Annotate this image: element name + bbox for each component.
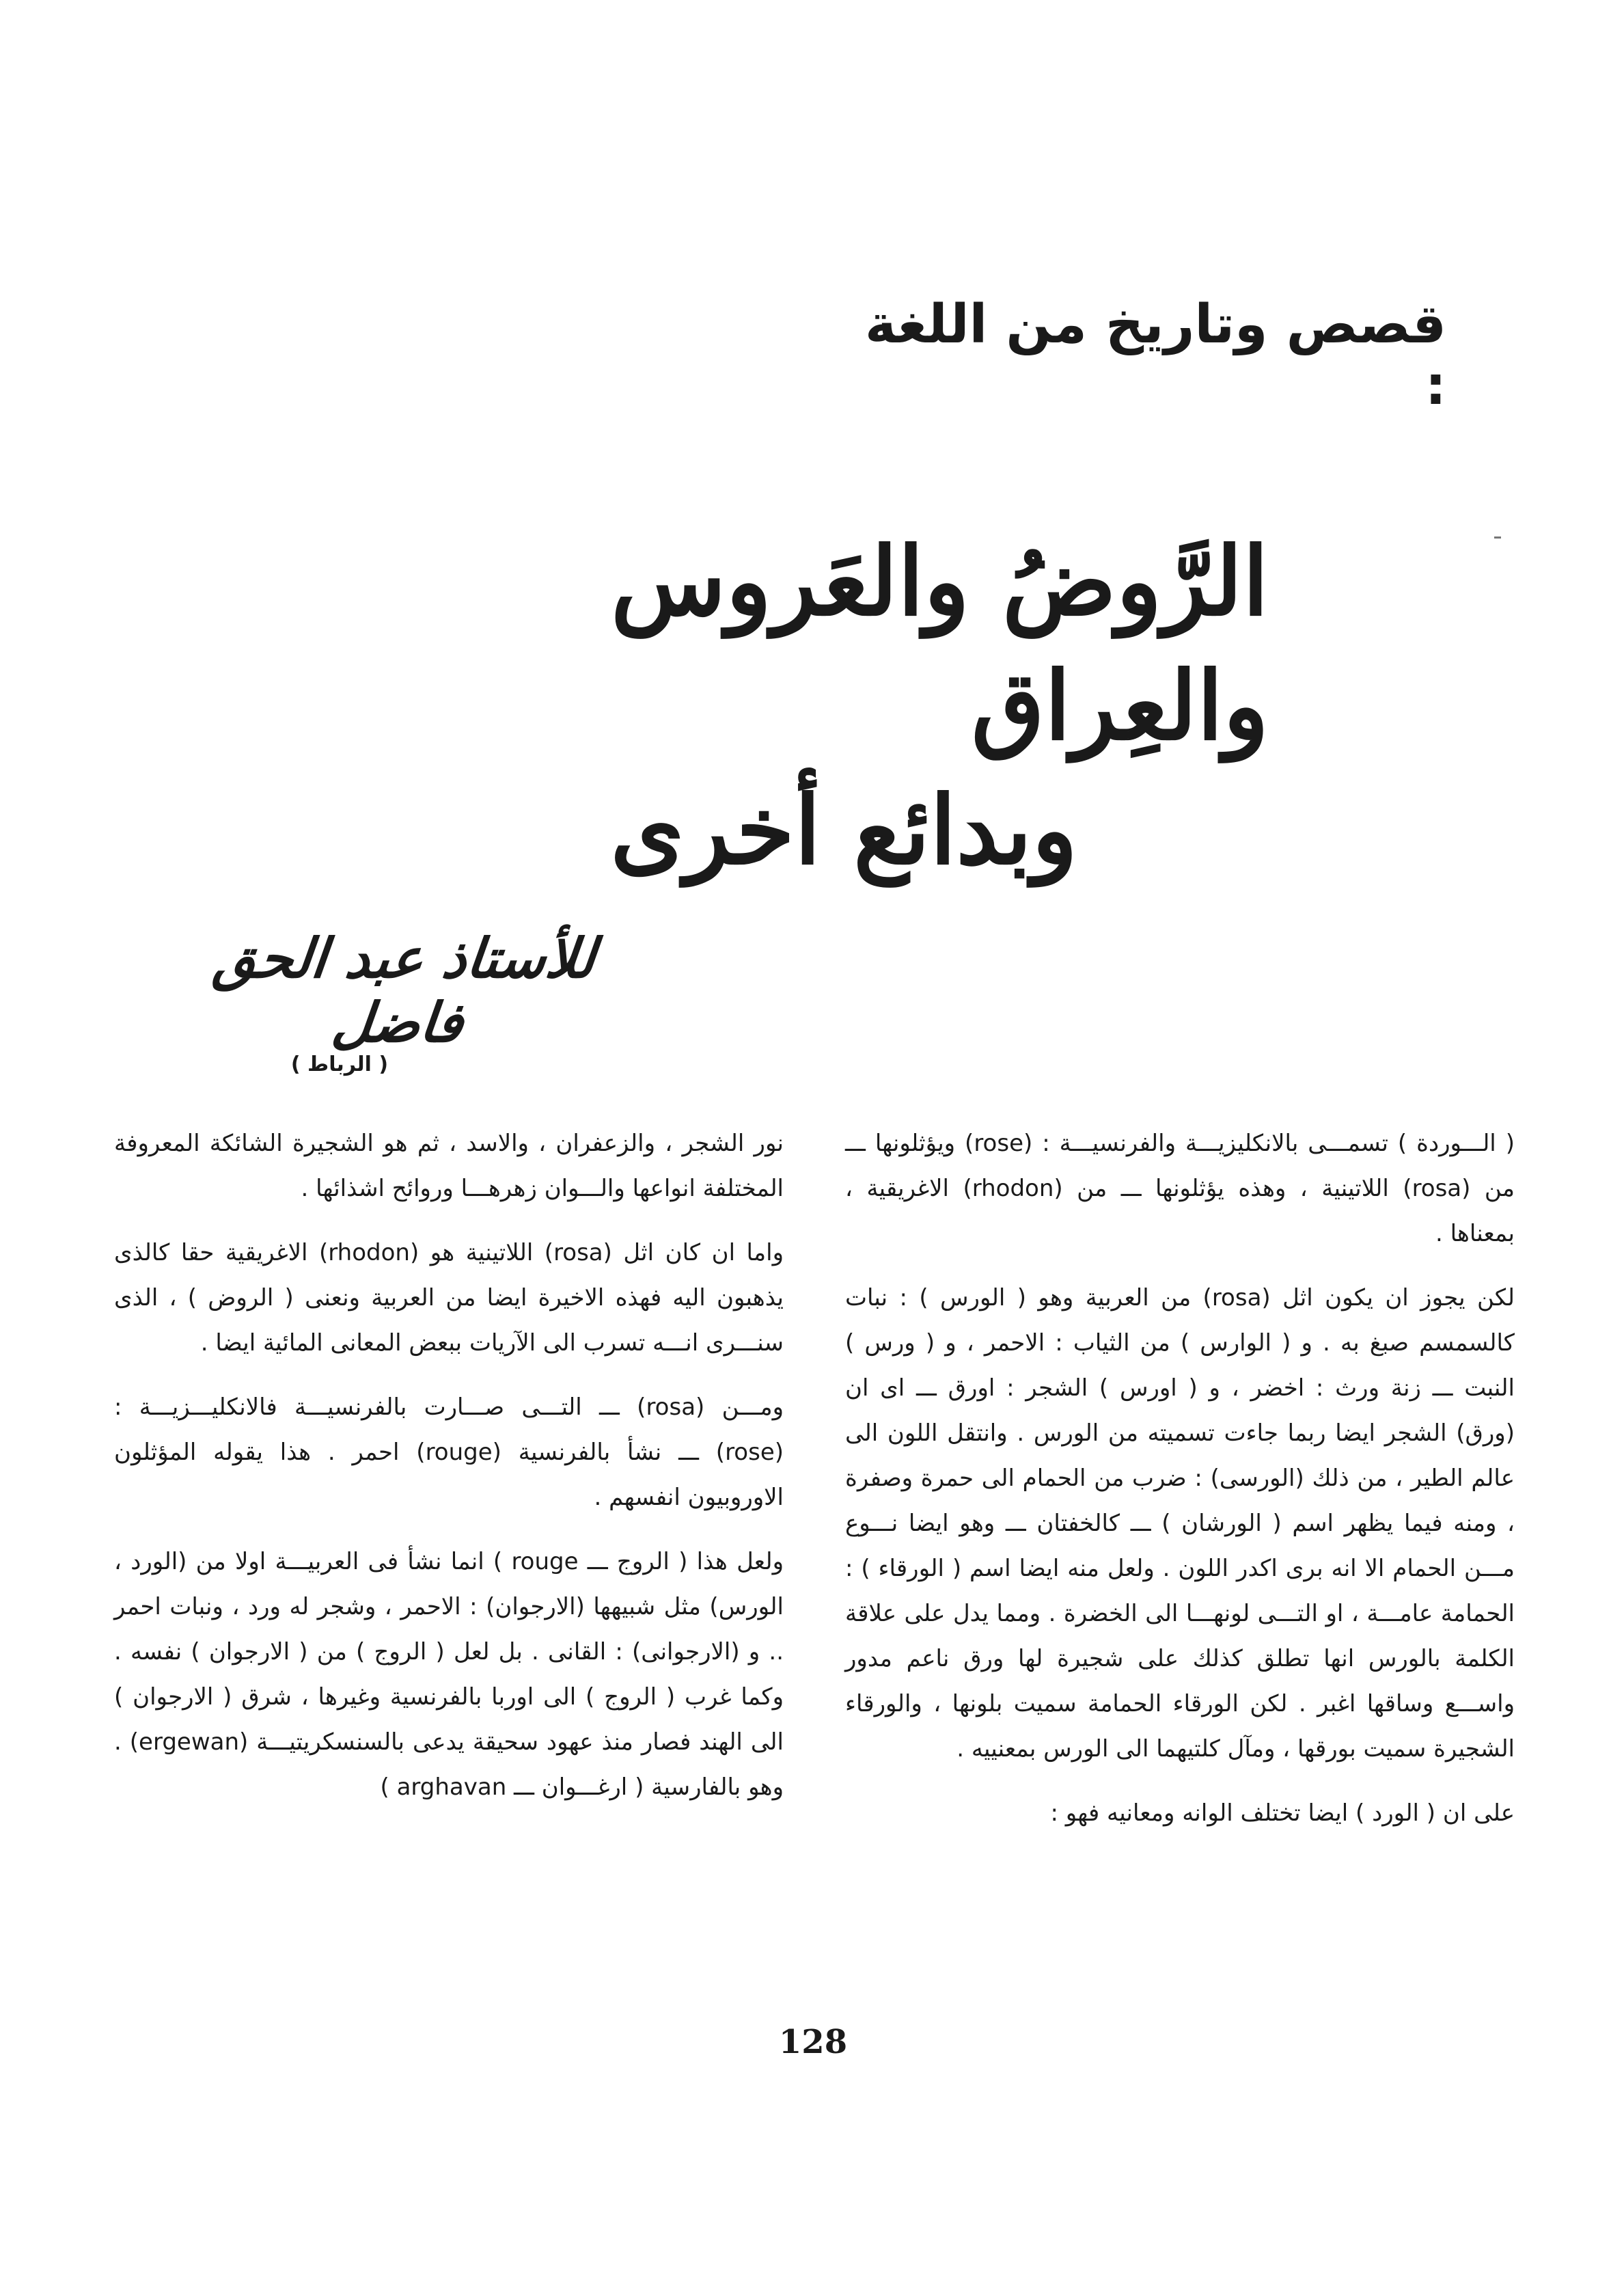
article-title: [312, 519, 1269, 893]
left-column: [114, 1121, 784, 1829]
left-paragraph-1: نور الشجر ، والزعفران ، والاسد ، ثم هو الشجيرة الشائكة المعروفة المختلفة انواعها والـــوان زهرهـــا وروائح اشذائها .: [114, 1130, 784, 1202]
left-paragraph-2: واما ان كان اثل (rosa) اللاتينية هو (rhodon) الاغريقية حقا كالذى يذهبون اليه فهذه الاخيرة ايضا من العربية ونعنى ( الروض ) ، الذى سنـــرى انـــه تسرب الى الآريات ببعض المعانى المائية ايضا .: [114, 1239, 784, 1357]
edge-mark: [1494, 536, 1501, 539]
left-paragraph-3: ومـــن (rosa) ـــ التـــى صـــارت بالفرنسيـــة فالانكليـــزيـــة : (rose) ـــ نشأ بالفرنسية (rouge) احمر . هذا يقوله المؤثلون الاوروبيون انفسهم .: [114, 1393, 784, 1511]
article-title-line-1: الرَّوضُ والعَروس والعِراق: [611, 526, 1269, 762]
author-name: للأستاذ عبد الحق فاضل: [210, 926, 598, 1055]
right-paragraph-3: على ان ( الورد ) ايضا تختلف الوانه ومعانيه فهو :: [1050, 1799, 1515, 1827]
page-number: 128: [778, 2023, 848, 2061]
left-paragraph-4: ولعل هذا ( الروج ـــ rouge ) انما نشأ فى العربيـــة اولا من (الورد ، الورس) مثل شبيهها (الارجوان) : الاحمر ، وشجر له ورد ، ونبات احمر .. و (الارجوانى) : القانى . بل لعل ( الروج ) من ( الارجوان ) نفسه . وكما غرب ( الروج ) الى اوربا بالفرنسية وغيرها ، شرق ( الارجوان ) الى الهند فصار منذ عهود سحيقة يدعى بالسنسكريتيـــة (ergewan) . وهو بالفارسية ( ارغـــوان ـــ arghavan ): [114, 1548, 784, 1801]
series-title: قصص وتاريخ من اللغة :: [865, 294, 1446, 417]
right-paragraph-1: ( الـــوردة ) تسمـــى بالانكليزيـــة والفرنسيـــة : (rose) ويؤثلونها ـــ من (rosa) اللاتينية ، وهذه يؤثلونها ـــ من (rhodon) الاغريقية ، بمعناها .: [845, 1130, 1515, 1247]
author-city: ( الرباط ): [290, 1052, 389, 1076]
right-paragraph-2: لكن يجوز ان يكون اثل (rosa) من العربية وهو ( الورس ) : نبات كالسمسم صبغ به . و ( الوارس ) من الثياب : الاحمر ، و ( ورس ) النبت ـــ زنة ورث : اخضر ، و ( اورس ) الشجر : اورق ـــ اى ان (ورق) الشجر ايضا ربما جاءت تسميته من الورس . وانتقل اللون الى عالم الطير ، من ذلك (الورسى) : ضرب من الحمام الى حمرة وصفرة ، ومنه فيما يظهر اسم ( الورشان ) ـــ كالخفتان ـــ وهو ايضا نـــوع مـــن الحمام الا انه برى اكدر اللون . ولعل منه ايضا اسم ( الورقاء ) : الحمامة عامـــة ، او التـــى لونهـــا الى الخضرة . ومما يدل على علاقة الكلمة بالورس انها تطلق كذلك على شجيرة لها ورق ناعم مدور واســـع وساقها اغبر . لكن الورقاء الحمامة سميت بلونها ، والورقاء الشجيرة سميت بورقها ، ومآل كلتيهما الى الورس بمعنييه .: [845, 1284, 1515, 1763]
article-title-line-2: وبدائع أخرى: [610, 774, 1077, 886]
right-column: [845, 1121, 1515, 1855]
